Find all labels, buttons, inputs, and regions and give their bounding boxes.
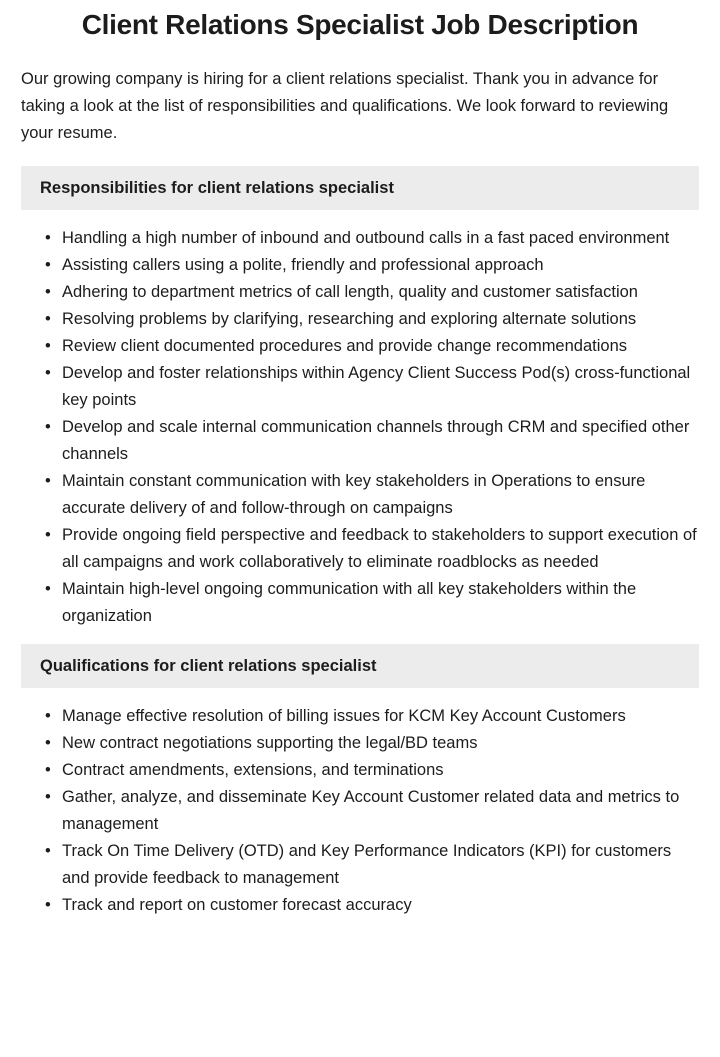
page-title: Client Relations Specialist Job Description bbox=[81, 9, 639, 40]
list-item: • Assisting callers using a polite, friendly and professional approach bbox=[62, 252, 699, 279]
list-item: • Develop and scale internal communication channels through CRM and specified other channels bbox=[62, 414, 699, 468]
intro-paragraph: Our growing company is hiring for a client relations specialist. Thank you in advance for taking a look at the list of responsibilities and qualifications. We look forward to reviewing your resume. bbox=[21, 70, 669, 142]
responsibilities-list bbox=[21, 225, 699, 630]
list-item: • Manage effective resolution of billing issues for KCM Key Account Customers bbox=[62, 703, 699, 730]
list-item: • Contract amendments, extensions, and terminations bbox=[62, 757, 699, 784]
list-item: • Review client documented procedures and provide change recommendations bbox=[62, 333, 699, 360]
list-item: • New contract negotiations supporting the legal/BD teams bbox=[62, 730, 699, 757]
list-item: • Resolving problems by clarifying, researching and exploring alternate solutions bbox=[62, 306, 699, 333]
qualifications-list bbox=[21, 703, 699, 919]
section-heading-qualifications: Qualifications for client relations specialist bbox=[21, 644, 699, 688]
list-item: • Gather, analyze, and disseminate Key Account Customer related data and metrics to management bbox=[62, 784, 699, 838]
list-item: • Provide ongoing field perspective and feedback to stakeholders to support execution of all campaigns and work collaboratively to eliminate roadblocks as needed bbox=[62, 522, 699, 576]
list-item: • Maintain high-level ongoing communication with all key stakeholders within the organization bbox=[62, 576, 699, 630]
list-item: • Track On Time Delivery (OTD) and Key Performance Indicators (KPI) for customers and provide feedback to management bbox=[62, 838, 699, 892]
list-item: • Develop and foster relationships within Agency Client Success Pod(s) cross-functional key points bbox=[62, 360, 699, 414]
list-item: • Track and report on customer forecast accuracy bbox=[62, 892, 699, 919]
list-item: • Maintain constant communication with key stakeholders in Operations to ensure accurate delivery of and follow-through on campaigns bbox=[62, 468, 699, 522]
list-item: • Adhering to department metrics of call length, quality and customer satisfaction bbox=[62, 279, 699, 306]
list-item: • Handling a high number of inbound and outbound calls in a fast paced environment bbox=[62, 225, 699, 252]
section-heading-responsibilities: Responsibilities for client relations specialist bbox=[21, 166, 699, 210]
